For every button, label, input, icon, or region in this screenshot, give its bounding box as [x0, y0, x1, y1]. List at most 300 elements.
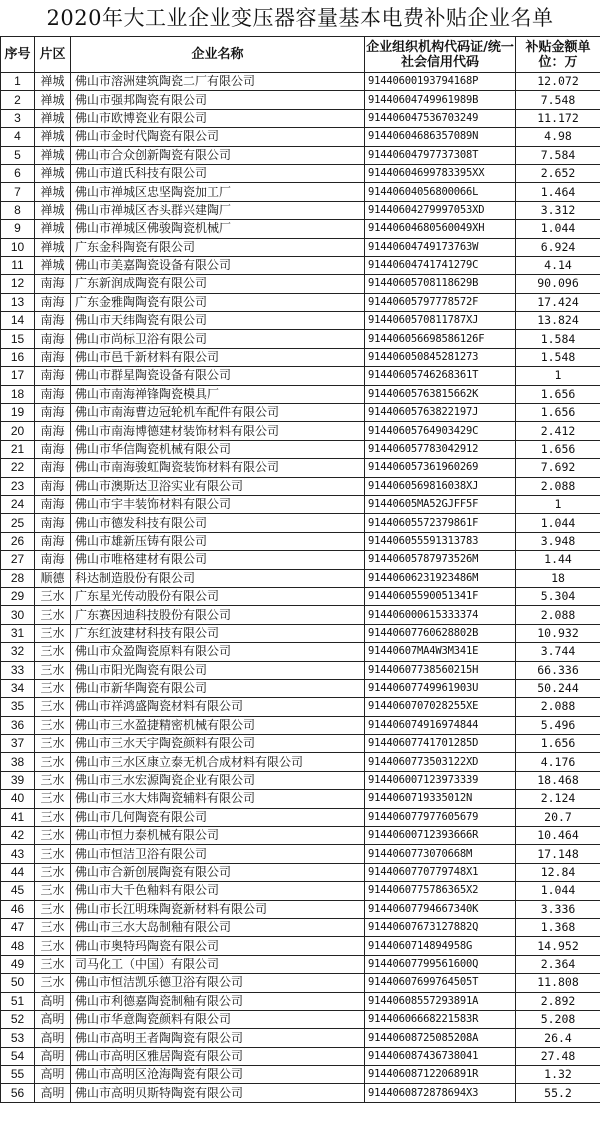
district-cell: 南海 [35, 532, 71, 550]
company-name-cell: 佛山市三水区康立泰无机合成材料有限公司 [71, 753, 365, 771]
row-number: 24 [1, 495, 35, 513]
credit-code-cell: 91440605746268361T [365, 367, 516, 385]
table-row [1, 1066, 600, 1084]
company-name-cell: 佛山市道氏科技有限公司 [71, 164, 365, 182]
company-name-cell: 佛山市高明区沧海陶瓷有限公司 [71, 1066, 365, 1084]
credit-code-cell: 91440604680560049XH [365, 220, 516, 238]
district-cell: 南海 [35, 312, 71, 330]
subsidy-amount-cell: 10.932 [516, 624, 600, 642]
company-name-cell: 佛山市恒洁卫浴有限公司 [71, 845, 365, 863]
credit-code-cell: 91440607794667340K [365, 900, 516, 918]
row-number: 56 [1, 1084, 35, 1102]
table-row [1, 256, 600, 274]
subsidy-amount-cell: 17.148 [516, 845, 600, 863]
row-number: 12 [1, 275, 35, 293]
row-number: 44 [1, 863, 35, 881]
district-cell: 高明 [35, 1084, 71, 1102]
table-row [1, 164, 600, 182]
subsidy-amount-cell: 6.924 [516, 238, 600, 256]
credit-code-cell: 91440607749961903U [365, 679, 516, 697]
company-name-cell: 广东金雅陶陶瓷有限公司 [71, 293, 365, 311]
row-number: 9 [1, 220, 35, 238]
credit-code-cell: 91440604749173763W [365, 238, 516, 256]
company-name-cell: 佛山市大千色釉料有限公司 [71, 882, 365, 900]
credit-code-cell: 91440608712206891R [365, 1066, 516, 1084]
subsidy-amount-cell: 7.692 [516, 459, 600, 477]
row-number: 51 [1, 992, 35, 1010]
credit-code-cell: 91440604056800066L [365, 183, 516, 201]
row-number: 8 [1, 201, 35, 219]
table-row [1, 1084, 600, 1102]
district-cell: 南海 [35, 477, 71, 495]
row-number: 23 [1, 477, 35, 495]
table-row [1, 753, 600, 771]
credit-code-cell: 914406000615333374 [365, 606, 516, 624]
company-name-cell: 佛山市欧博瓷业有限公司 [71, 109, 365, 127]
subsidy-amount-cell: 26.4 [516, 1029, 600, 1047]
credit-code-cell: 91440605708118629B [365, 275, 516, 293]
header-amount: 补贴金额单位：万 [516, 37, 600, 73]
district-cell: 三水 [35, 661, 71, 679]
district-cell: 南海 [35, 330, 71, 348]
company-name-cell: 佛山市众盈陶瓷原料有限公司 [71, 643, 365, 661]
subsidy-amount-cell: 1.656 [516, 440, 600, 458]
company-name-cell: 佛山市溶洲建筑陶瓷二厂有限公司 [71, 73, 365, 91]
table-row [1, 771, 600, 789]
credit-code-cell: 91440608725085208A [365, 1029, 516, 1047]
credit-code-cell: 91440606231923486M [365, 569, 516, 587]
subsidy-amount-cell: 1 [516, 367, 600, 385]
company-name-cell: 佛山市三水宏源陶瓷企业有限公司 [71, 771, 365, 789]
district-cell: 南海 [35, 459, 71, 477]
credit-code-cell: 91440607799561600Q [365, 955, 516, 973]
subsidy-amount-cell: 2.088 [516, 606, 600, 624]
subsidy-amount-cell: 1.044 [516, 882, 600, 900]
district-cell: 高明 [35, 992, 71, 1010]
company-name-cell: 佛山市禅城区佛骏陶瓷机械厂 [71, 220, 365, 238]
company-name-cell: 佛山市南海禅锋陶瓷模具厂 [71, 385, 365, 403]
table-row [1, 201, 600, 219]
table-row [1, 312, 600, 330]
row-number: 2 [1, 91, 35, 109]
subsidy-amount-cell: 17.424 [516, 293, 600, 311]
table-row [1, 73, 600, 91]
company-name-cell: 佛山市高明王者陶陶瓷有限公司 [71, 1029, 365, 1047]
company-name-cell: 佛山市宇丰装饰材料有限公司 [71, 495, 365, 513]
subsidy-amount-cell: 1.044 [516, 220, 600, 238]
row-number: 53 [1, 1029, 35, 1047]
subsidy-amount-cell: 18 [516, 569, 600, 587]
subsidy-amount-cell: 2.124 [516, 790, 600, 808]
subsidy-amount-cell: 3.948 [516, 532, 600, 550]
company-name-cell: 广东星光传动股份有限公司 [71, 587, 365, 605]
subsidy-table [0, 36, 600, 1103]
credit-code-cell: 9144060770779748X1 [365, 863, 516, 881]
credit-code-cell: 91440607673127882Q [365, 918, 516, 936]
subsidy-amount-cell: 5.304 [516, 587, 600, 605]
company-name-cell: 佛山市奥特玛陶瓷有限公司 [71, 937, 365, 955]
district-cell: 南海 [35, 367, 71, 385]
table-row [1, 440, 600, 458]
district-cell: 南海 [35, 551, 71, 569]
subsidy-amount-cell: 11.808 [516, 974, 600, 992]
table-row [1, 109, 600, 127]
header-no: 序号 [1, 37, 35, 73]
row-number: 34 [1, 679, 35, 697]
table-row [1, 624, 600, 642]
company-name-cell: 佛山市新华陶瓷有限公司 [71, 679, 365, 697]
subsidy-amount-cell: 3.336 [516, 900, 600, 918]
subsidy-amount-cell: 2.892 [516, 992, 600, 1010]
company-name-cell: 佛山市群星陶瓷设备有限公司 [71, 367, 365, 385]
row-number: 50 [1, 974, 35, 992]
subsidy-amount-cell: 13.824 [516, 312, 600, 330]
company-name-cell: 广东红波建材科技有限公司 [71, 624, 365, 642]
subsidy-amount-cell: 90.096 [516, 275, 600, 293]
subsidy-amount-cell: 1.44 [516, 551, 600, 569]
row-number: 11 [1, 256, 35, 274]
district-cell: 三水 [35, 900, 71, 918]
credit-code-cell: 91440607MA4W3M341E [365, 643, 516, 661]
company-name-cell: 佛山市金时代陶瓷有限公司 [71, 128, 365, 146]
company-name-cell: 广东金科陶瓷有限公司 [71, 238, 365, 256]
company-name-cell: 佛山市澳斯达卫浴实业有限公司 [71, 477, 365, 495]
district-cell: 高明 [35, 1047, 71, 1065]
company-name-cell: 佛山市华意陶瓷颜料有限公司 [71, 1010, 365, 1028]
company-name-cell: 佛山市合众创新陶瓷有限公司 [71, 146, 365, 164]
district-cell: 三水 [35, 753, 71, 771]
credit-code-cell: 91440605797778572F [365, 293, 516, 311]
table-row [1, 882, 600, 900]
company-name-cell: 佛山市合新创展陶瓷有限公司 [71, 863, 365, 881]
credit-code-cell: 9144060872878694X3 [365, 1084, 516, 1102]
subsidy-amount-cell: 1.656 [516, 385, 600, 403]
company-name-cell: 佛山市强邦陶瓷有限公司 [71, 91, 365, 109]
table-row [1, 900, 600, 918]
district-cell: 三水 [35, 808, 71, 826]
district-cell: 禅城 [35, 220, 71, 238]
credit-code-cell: 91440605763822197J [365, 404, 516, 422]
district-cell: 禅城 [35, 146, 71, 164]
subsidy-amount-cell: 12.84 [516, 863, 600, 881]
credit-code-cell: 91440608557293891A [365, 992, 516, 1010]
district-cell: 禅城 [35, 201, 71, 219]
table-row [1, 735, 600, 753]
subsidy-amount-cell: 1.584 [516, 330, 600, 348]
row-number: 42 [1, 827, 35, 845]
row-number: 37 [1, 735, 35, 753]
subsidy-amount-cell: 1.044 [516, 514, 600, 532]
table-row [1, 293, 600, 311]
row-number: 19 [1, 404, 35, 422]
table-row [1, 679, 600, 697]
district-cell: 南海 [35, 275, 71, 293]
subsidy-amount-cell: 10.464 [516, 827, 600, 845]
credit-code-cell: 914406087436738041 [365, 1047, 516, 1065]
credit-code-cell: 9144060773070668M [365, 845, 516, 863]
table-row [1, 275, 600, 293]
table-body [1, 73, 600, 1103]
district-cell: 南海 [35, 422, 71, 440]
subsidy-amount-cell: 4.176 [516, 753, 600, 771]
row-number: 55 [1, 1066, 35, 1084]
row-number: 20 [1, 422, 35, 440]
row-number: 22 [1, 459, 35, 477]
subsidy-amount-cell: 3.744 [516, 643, 600, 661]
district-cell: 高明 [35, 1029, 71, 1047]
company-name-cell: 佛山市禅城区忠坚陶瓷加工厂 [71, 183, 365, 201]
subsidy-amount-cell: 1.656 [516, 735, 600, 753]
district-cell: 三水 [35, 790, 71, 808]
credit-code-cell: 91440607738560215H [365, 661, 516, 679]
district-cell: 三水 [35, 716, 71, 734]
subsidy-amount-cell: 14.952 [516, 937, 600, 955]
table-row [1, 91, 600, 109]
row-number: 10 [1, 238, 35, 256]
row-number: 35 [1, 698, 35, 716]
table-row [1, 606, 600, 624]
district-cell: 三水 [35, 937, 71, 955]
subsidy-amount-cell: 7.584 [516, 146, 600, 164]
district-cell: 高明 [35, 1010, 71, 1028]
row-number: 18 [1, 385, 35, 403]
company-name-cell: 佛山市华信陶瓷机械有限公司 [71, 440, 365, 458]
credit-code-cell: 91440605MA52GJFF5F [365, 495, 516, 513]
row-number: 31 [1, 624, 35, 642]
district-cell: 三水 [35, 882, 71, 900]
district-cell: 南海 [35, 404, 71, 422]
table-row [1, 863, 600, 881]
district-cell: 高明 [35, 1066, 71, 1084]
subsidy-amount-cell: 18.468 [516, 771, 600, 789]
credit-code-cell: 914406074916974844 [365, 716, 516, 734]
row-number: 28 [1, 569, 35, 587]
credit-code-cell: 91440604749961989B [365, 91, 516, 109]
credit-code-cell: 91440604699783395XX [365, 164, 516, 182]
district-cell: 三水 [35, 863, 71, 881]
table-row [1, 495, 600, 513]
district-cell: 三水 [35, 918, 71, 936]
subsidy-amount-cell: 4.98 [516, 128, 600, 146]
credit-code-cell: 91440607760628802B [365, 624, 516, 642]
company-name-cell: 佛山市天纬陶瓷有限公司 [71, 312, 365, 330]
district-cell: 禅城 [35, 238, 71, 256]
district-cell: 三水 [35, 624, 71, 642]
credit-code-cell: 91440607741701285D [365, 735, 516, 753]
company-name-cell: 佛山市尚标卫浴有限公司 [71, 330, 365, 348]
company-name-cell: 佛山市德发科技有限公司 [71, 514, 365, 532]
row-number: 6 [1, 164, 35, 182]
district-cell: 三水 [35, 974, 71, 992]
table-row [1, 422, 600, 440]
company-name-cell: 佛山市南海曹边冠轮机车配件有限公司 [71, 404, 365, 422]
district-cell: 禅城 [35, 183, 71, 201]
subsidy-amount-cell: 2.364 [516, 955, 600, 973]
row-number: 29 [1, 587, 35, 605]
credit-code-cell: 9144060570811787XJ [365, 312, 516, 330]
company-name-cell: 佛山市禅城区杏头群兴建陶厂 [71, 201, 365, 219]
district-cell: 顺德 [35, 569, 71, 587]
row-number: 13 [1, 293, 35, 311]
table-row [1, 1047, 600, 1065]
credit-code-cell: 9144060775786365X2 [365, 882, 516, 900]
credit-code-cell: 91440605572379861F [365, 514, 516, 532]
credit-code-cell: 91440600712393666R [365, 827, 516, 845]
company-name-cell: 佛山市美嘉陶瓷设备有限公司 [71, 256, 365, 274]
company-name-cell: 司马化工（中国）有限公司 [71, 955, 365, 973]
district-cell: 三水 [35, 587, 71, 605]
district-cell: 三水 [35, 955, 71, 973]
credit-code-cell: 91440604279997053XD [365, 201, 516, 219]
credit-code-cell: 914406056698586126F [365, 330, 516, 348]
row-number: 27 [1, 551, 35, 569]
company-name-cell: 佛山市唯格建材有限公司 [71, 551, 365, 569]
district-cell: 南海 [35, 348, 71, 366]
row-number: 5 [1, 146, 35, 164]
subsidy-amount-cell: 5.496 [516, 716, 600, 734]
subsidy-amount-cell: 1.548 [516, 348, 600, 366]
row-number: 45 [1, 882, 35, 900]
row-number: 7 [1, 183, 35, 201]
subsidy-amount-cell: 66.336 [516, 661, 600, 679]
header-district: 片区 [35, 37, 71, 73]
table-row [1, 698, 600, 716]
subsidy-amount-cell: 20.7 [516, 808, 600, 826]
credit-code-cell: 9144060714894958G [365, 937, 516, 955]
credit-code-cell: 914406055591313783 [365, 532, 516, 550]
row-number: 25 [1, 514, 35, 532]
district-cell: 三水 [35, 735, 71, 753]
row-number: 16 [1, 348, 35, 366]
table-row [1, 918, 600, 936]
company-name-cell: 佛山市高明区雅居陶瓷有限公司 [71, 1047, 365, 1065]
subsidy-amount-cell: 50.244 [516, 679, 600, 697]
row-number: 40 [1, 790, 35, 808]
row-number: 26 [1, 532, 35, 550]
table-row [1, 385, 600, 403]
table-row [1, 477, 600, 495]
credit-code-cell: 9144060569816038XJ [365, 477, 516, 495]
district-cell: 三水 [35, 827, 71, 845]
row-number: 1 [1, 73, 35, 91]
row-number: 30 [1, 606, 35, 624]
company-name-cell: 广东赛因迪科技股份有限公司 [71, 606, 365, 624]
subsidy-amount-cell: 27.48 [516, 1047, 600, 1065]
table-row [1, 220, 600, 238]
table-row [1, 808, 600, 826]
credit-code-cell: 91440600193794168P [365, 73, 516, 91]
row-number: 32 [1, 643, 35, 661]
row-number: 36 [1, 716, 35, 734]
company-name-cell: 佛山市三水盈捷精密机械有限公司 [71, 716, 365, 734]
district-cell: 禅城 [35, 128, 71, 146]
table-row [1, 955, 600, 973]
row-number: 14 [1, 312, 35, 330]
table-row [1, 183, 600, 201]
table-row [1, 404, 600, 422]
table-row [1, 551, 600, 569]
row-number: 46 [1, 900, 35, 918]
row-number: 38 [1, 753, 35, 771]
district-cell: 南海 [35, 495, 71, 513]
credit-code-cell: 914406077977605679 [365, 808, 516, 826]
table-row [1, 643, 600, 661]
company-name-cell: 佛山市阳光陶瓷有限公司 [71, 661, 365, 679]
credit-code-cell: 9144060707028255XE [365, 698, 516, 716]
subsidy-amount-cell: 55.2 [516, 1084, 600, 1102]
company-name-cell: 佛山市几何陶瓷有限公司 [71, 808, 365, 826]
table-row [1, 146, 600, 164]
table-row [1, 790, 600, 808]
subsidy-amount-cell: 1.32 [516, 1066, 600, 1084]
district-cell: 南海 [35, 293, 71, 311]
subsidy-amount-cell: 2.412 [516, 422, 600, 440]
table-row [1, 992, 600, 1010]
subsidy-amount-cell: 2.088 [516, 698, 600, 716]
row-number: 17 [1, 367, 35, 385]
company-name-cell: 佛山市南海骏虹陶瓷装饰材料有限公司 [71, 459, 365, 477]
company-name-cell: 佛山市三水大炜陶瓷辅料有限公司 [71, 790, 365, 808]
district-cell: 禅城 [35, 91, 71, 109]
row-number: 15 [1, 330, 35, 348]
table-row [1, 569, 600, 587]
table-row [1, 367, 600, 385]
table-header-row [1, 37, 600, 73]
subsidy-amount-cell: 1.656 [516, 404, 600, 422]
header-code: 企业组织机构代码证/统一社会信用代码 [365, 37, 516, 73]
table-row [1, 827, 600, 845]
row-number: 39 [1, 771, 35, 789]
credit-code-cell: 914406057783042912 [365, 440, 516, 458]
row-number: 43 [1, 845, 35, 863]
credit-code-cell: 91440605764903429C [365, 422, 516, 440]
subsidy-amount-cell: 12.072 [516, 73, 600, 91]
district-cell: 三水 [35, 606, 71, 624]
row-number: 41 [1, 808, 35, 826]
subsidy-amount-cell: 1.368 [516, 918, 600, 936]
table-row [1, 1010, 600, 1028]
company-name-cell: 科达制造股份有限公司 [71, 569, 365, 587]
row-number: 33 [1, 661, 35, 679]
credit-code-cell: 91440605763815662K [365, 385, 516, 403]
table-row [1, 348, 600, 366]
district-cell: 南海 [35, 385, 71, 403]
subsidy-amount-cell: 1 [516, 495, 600, 513]
credit-code-cell: 91440604797737308T [365, 146, 516, 164]
table-row [1, 330, 600, 348]
district-cell: 三水 [35, 679, 71, 697]
credit-code-cell: 9144060773503122XD [365, 753, 516, 771]
credit-code-cell: 91440604741741279C [365, 256, 516, 274]
credit-code-cell: 91440604686357089N [365, 128, 516, 146]
table-row [1, 974, 600, 992]
company-name-cell: 佛山市长江明珠陶瓷新材料有限公司 [71, 900, 365, 918]
company-name-cell: 佛山市恒洁凯乐德卫浴有限公司 [71, 974, 365, 992]
subsidy-amount-cell: 7.548 [516, 91, 600, 109]
row-number: 49 [1, 955, 35, 973]
company-name-cell: 广东新润成陶瓷有限公司 [71, 275, 365, 293]
table-row [1, 532, 600, 550]
district-cell: 南海 [35, 440, 71, 458]
subsidy-amount-cell: 2.652 [516, 164, 600, 182]
table-row [1, 661, 600, 679]
district-cell: 三水 [35, 771, 71, 789]
company-name-cell: 佛山市三水天宇陶瓷颜料有限公司 [71, 735, 365, 753]
row-number: 54 [1, 1047, 35, 1065]
credit-code-cell: 91440605787973526M [365, 551, 516, 569]
subsidy-amount-cell: 1.464 [516, 183, 600, 201]
subsidy-amount-cell: 2.088 [516, 477, 600, 495]
